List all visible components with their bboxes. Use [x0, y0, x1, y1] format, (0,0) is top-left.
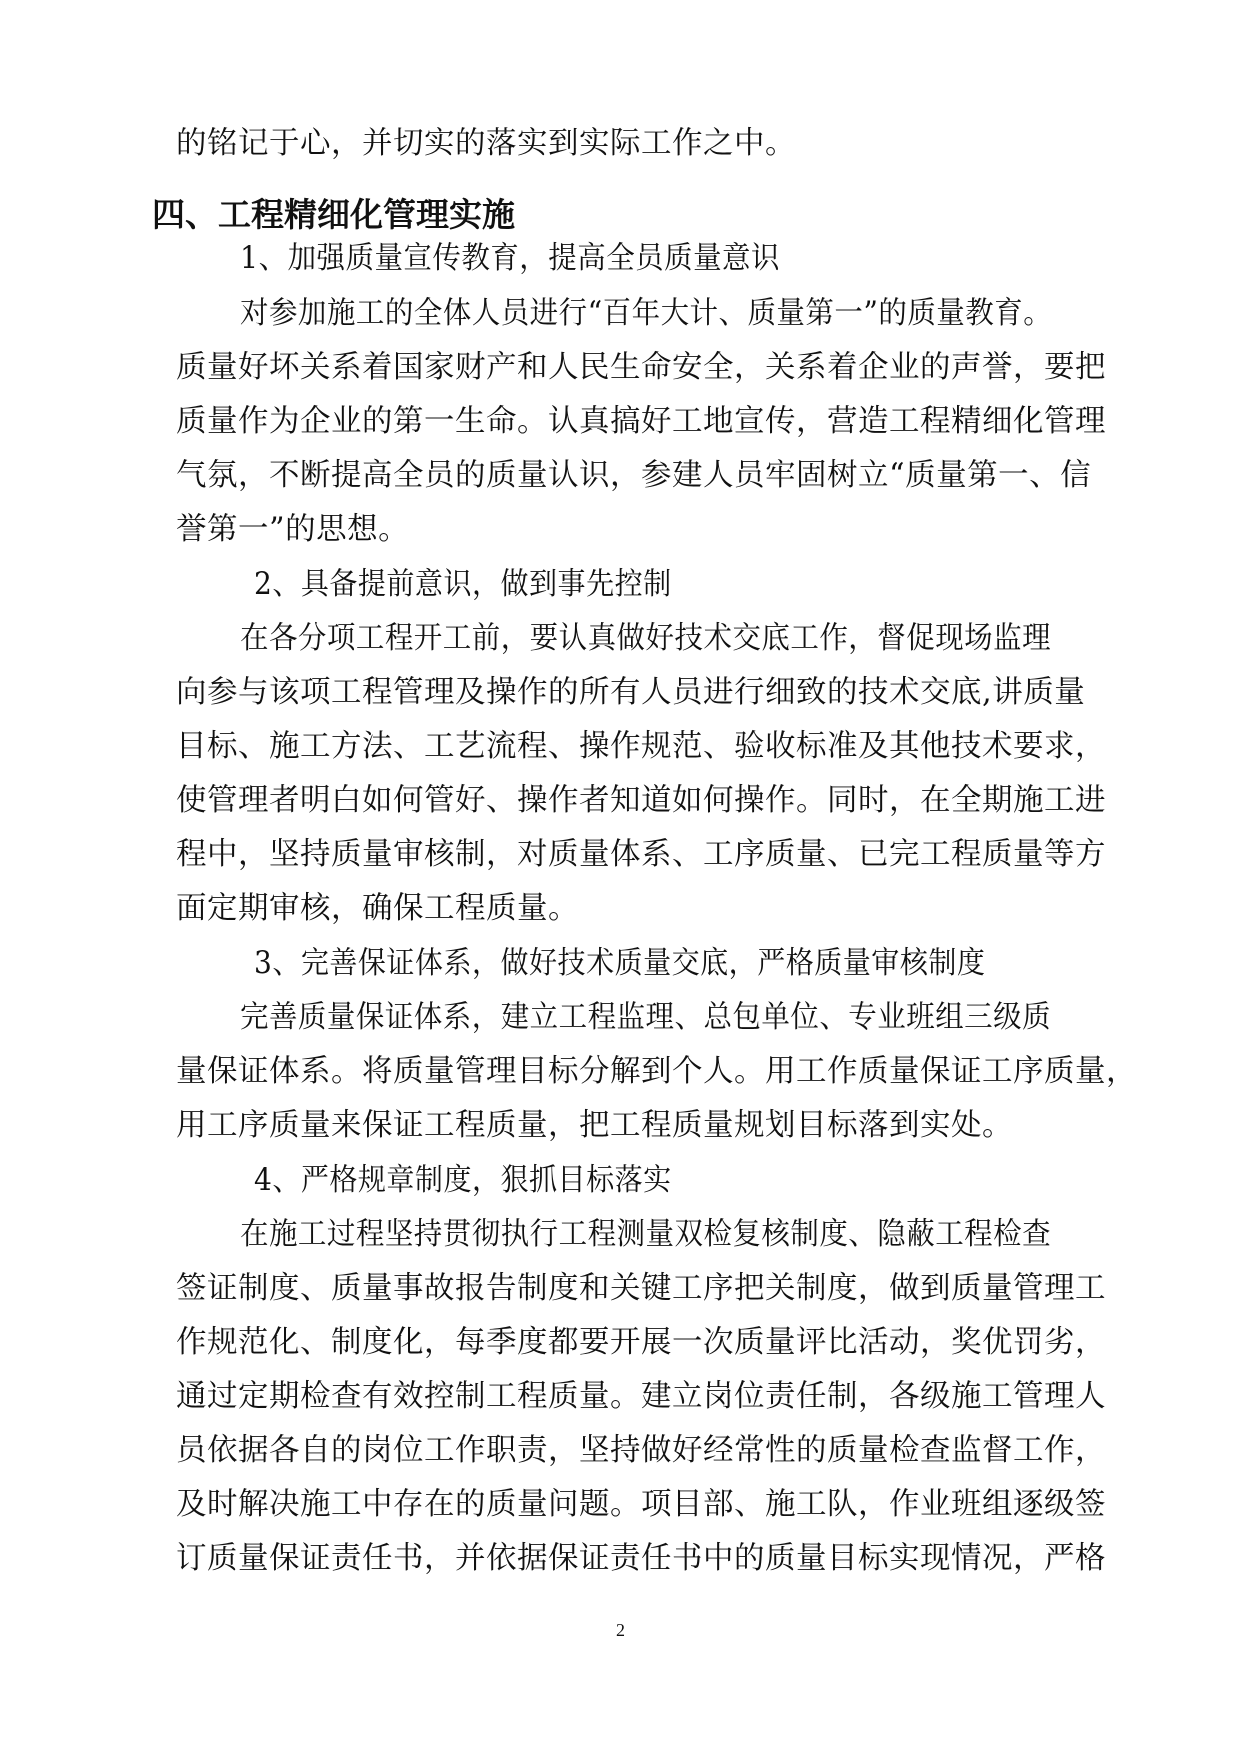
paragraph-line: 通过定期检查有效控制工程质量。建立岗位责任制，各级施工管理人 [176, 1379, 1106, 1414]
paragraph-line: 使管理者明白如何管好、操作者知道如何操作。同时，在全期施工进 [176, 783, 1106, 818]
paragraph-line: 在施工过程坚持贯彻执行工程测量双检复核制度、隐蔽工程检查 [240, 1217, 1052, 1252]
paragraph-line: 量保证体系。将质量管理目标分解到个人。用工作质量保证工序质量， [176, 1054, 1137, 1089]
paragraph-line: 在各分项工程开工前，要认真做好技术交底工作，督促现场监理 [240, 621, 1052, 656]
paragraph-line: 质量作为企业的第一生命。认真搞好工地宣传，营造工程精细化管理 [176, 404, 1106, 439]
paragraph-line: 用工序质量来保证工程质量，把工程质量规划目标落到实处。 [176, 1108, 1013, 1143]
paragraph-line: 对参加施工的全体人员进行“百年大计、质量第一”的质量教育。 [240, 296, 1053, 331]
section-heading: 四、工程精细化管理实施 [152, 195, 515, 234]
subheading-1: 1、加强质量宣传教育，提高全员质量意识 [240, 241, 780, 276]
paragraph-line: 签证制度、质量事故报告制度和关键工序把关制度，做到质量管理工 [176, 1271, 1106, 1306]
subheading-4: 4、严格规章制度，狠抓目标落实 [254, 1163, 672, 1198]
paragraph-line: 作规范化、制度化，每季度都要开展一次质量评比活动，奖优罚劣， [176, 1325, 1106, 1360]
paragraph-line: 向参与该项工程管理及操作的所有人员进行细致的技术交底,讲质量 [176, 675, 1086, 710]
paragraph-line: 气氛，不断提高全员的质量认识，参建人员牢固树立“质量第一、信 [176, 458, 1092, 493]
paragraph-line: 质量好坏关系着国家财产和人民生命安全，关系着企业的声誉，要把 [176, 350, 1106, 385]
paragraph-line: 程中，坚持质量审核制，对质量体系、工序质量、已完工程质量等方 [176, 837, 1106, 872]
subheading-2: 2、具备提前意识，做到事先控制 [254, 567, 672, 602]
paragraph-line: 誉第一”的思想。 [176, 512, 410, 547]
paragraph-line: 面定期审核，确保工程质量。 [176, 891, 579, 926]
paragraph-line: 员依据各自的岗位工作职责，坚持做好经常性的质量检查监督工作， [176, 1433, 1106, 1468]
page-number: 2 [616, 1620, 625, 1640]
paragraph-line: 目标、施工方法、工艺流程、操作规范、验收标准及其他技术要求， [176, 729, 1106, 764]
paragraph-line: 的铭记于心，并切实的落实到实际工作之中。 [176, 126, 796, 161]
paragraph-line: 完善质量保证体系，建立工程监理、总包单位、专业班组三级质 [240, 1000, 1052, 1035]
paragraph-line: 及时解决施工中存在的质量问题。项目部、施工队，作业班组逐级签 [176, 1487, 1106, 1522]
paragraph-line: 订质量保证责任书，并依据保证责任书中的质量目标实现情况，严格 [176, 1541, 1106, 1576]
subheading-3: 3、完善保证体系，做好技术质量交底，严格质量审核制度 [254, 946, 986, 981]
